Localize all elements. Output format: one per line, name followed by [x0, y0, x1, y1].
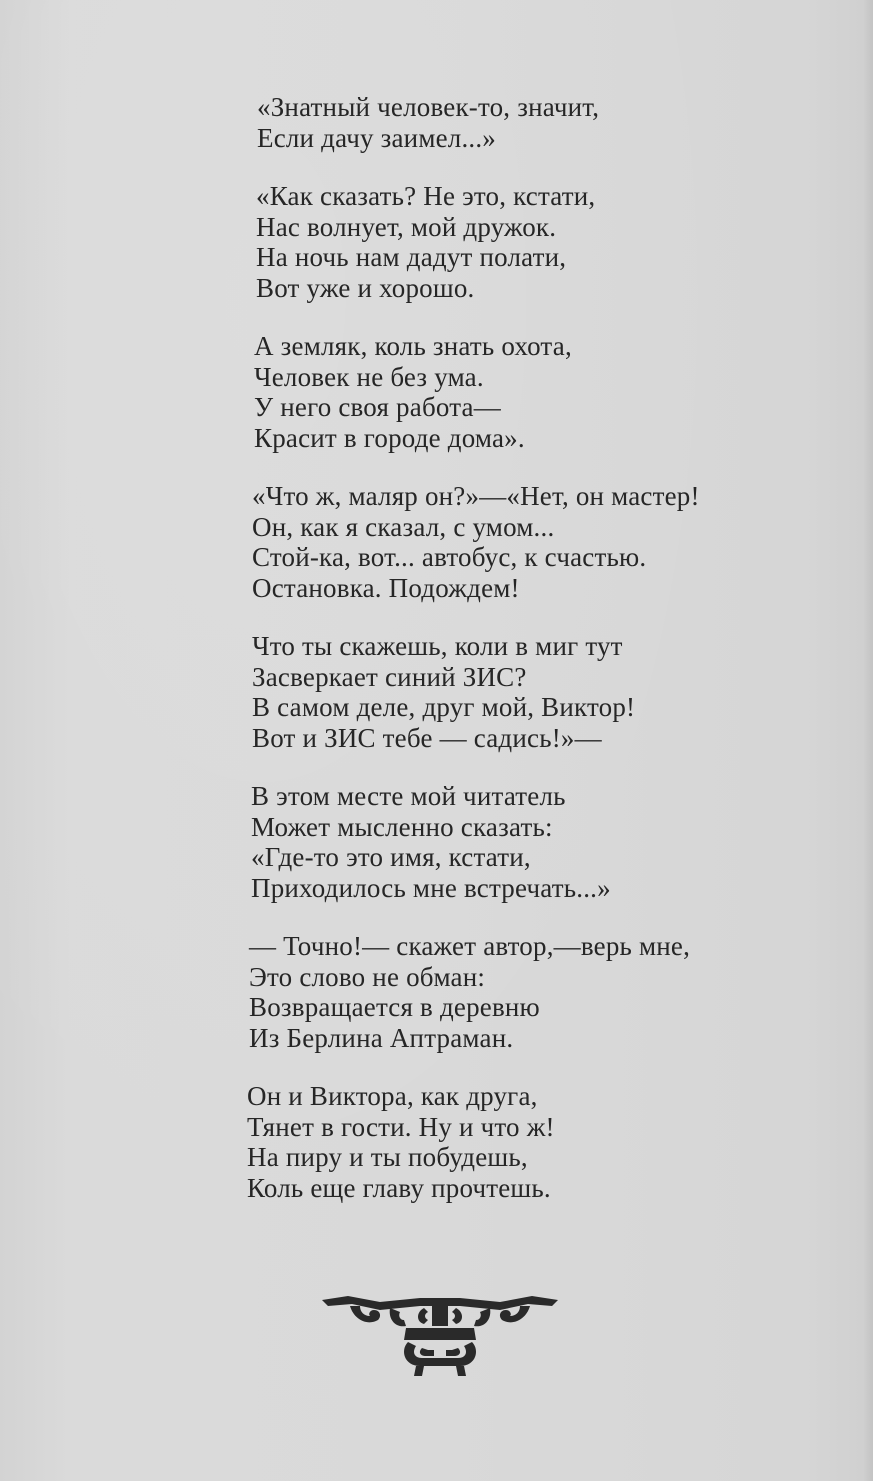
stanza: [249, 931, 789, 1053]
poem-line: Если дачу заимел...»: [257, 122, 497, 153]
poem-line: — Точно!— скажет автор,—верь мне,: [249, 931, 691, 961]
stanza: [252, 481, 789, 603]
poem-line: А земляк, коль знать охота,: [254, 331, 572, 361]
poem-line: Человек не без ума.: [254, 361, 484, 392]
folk-ornament-icon: [320, 1286, 560, 1378]
poem-line: Может мысленно сказать:: [251, 811, 553, 842]
poem-line: На ночь нам дадут полати,: [256, 242, 567, 272]
poem-line: Вот уже и хорошо.: [256, 272, 475, 303]
poem: [249, 92, 789, 1231]
poem-line: Вот и ЗИС тебе — садись!»—: [252, 722, 602, 753]
page-edge-shadow: [863, 0, 873, 1481]
stanza: [252, 631, 789, 753]
poem-line: Он, как я сказал, с умом...: [252, 511, 555, 542]
poem-line: «Где-то это имя, кстати,: [251, 842, 531, 872]
stanza: [247, 1081, 789, 1203]
stanza: [251, 781, 789, 903]
poem-line: На пиру и ты побудешь,: [247, 1142, 528, 1172]
poem-line: Коль еще главу прочтешь.: [247, 1172, 551, 1203]
poem-line: «Что ж, маляр он?»—«Нет, он мастер!: [252, 481, 700, 511]
poem-line: «Как сказать? Не это, кстати,: [256, 181, 596, 211]
poem-line: У него своя работа—: [254, 392, 501, 422]
poem-line: Он и Виктора, как друга,: [247, 1081, 538, 1111]
poem-line: В этом месте мой читатель: [251, 781, 566, 811]
poem-line: Засверкает синий ЗИС?: [252, 661, 527, 692]
poem-line: В самом деле, друг мой, Виктор!: [252, 692, 636, 722]
stanza: [254, 331, 789, 453]
poem-line: «Знатный человек-то, значит,: [257, 92, 600, 122]
poem-line: Нас волнует, мой дружок.: [256, 211, 557, 242]
poem-line: Приходилось мне встречать...»: [251, 872, 611, 903]
poem-line: Стой-ка, вот... автобус, к счастью.: [252, 542, 647, 572]
stanza: [256, 181, 789, 303]
stanza: [257, 92, 789, 153]
poem-line: Остановка. Подождем!: [252, 572, 520, 603]
poem-line: Что ты скажешь, коли в миг тут: [252, 631, 623, 661]
poem-line: Возвращается в деревню: [249, 992, 540, 1022]
poem-line: Из Берлина Аптраман.: [249, 1022, 514, 1053]
poem-line: Это слово не обман:: [249, 961, 486, 992]
poem-line: Тянет в гости. Ну и что ж!: [247, 1111, 555, 1142]
poem-line: Красит в городе дома».: [254, 422, 525, 453]
